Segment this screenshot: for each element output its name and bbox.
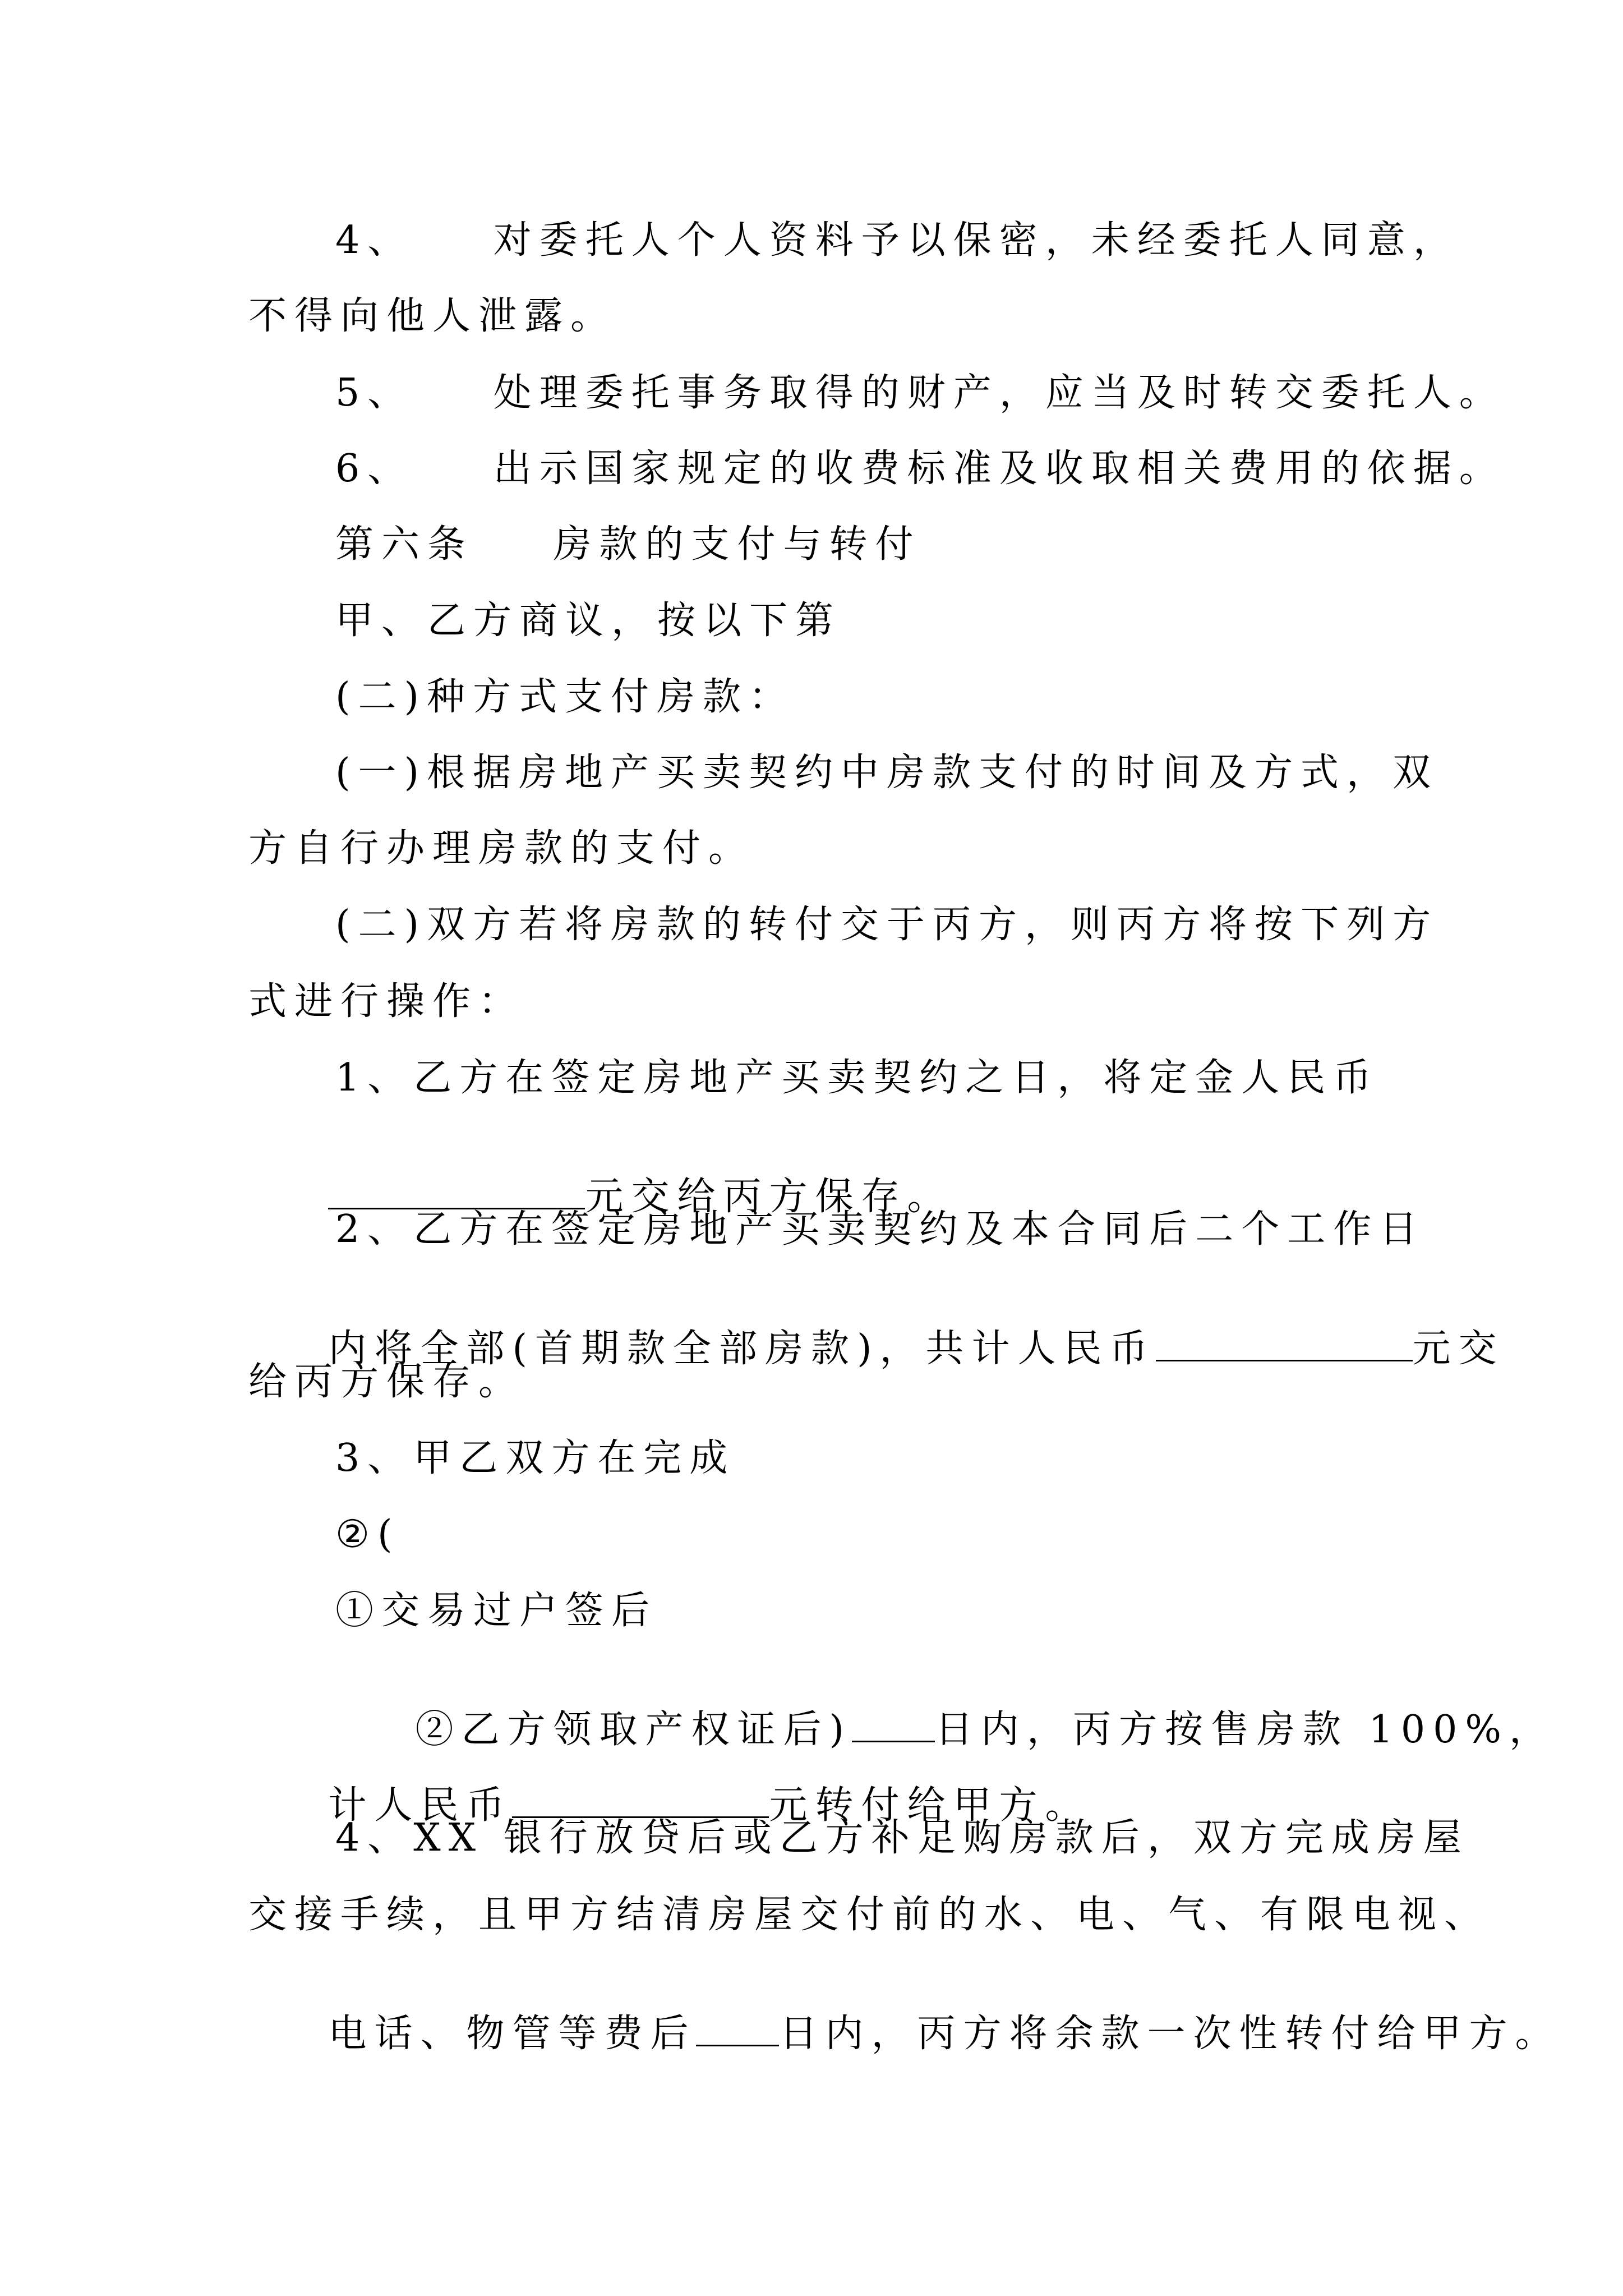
item-1-line-1: 1、乙方在签定房地产买卖契约之日，将定金人民币 [335, 1056, 1380, 1100]
amount-blank[interactable] [328, 1173, 585, 1209]
item-2-line-2-text-b: 元交 [1412, 1327, 1505, 1371]
item-4-line-2: 交接手续，且甲方结清房屋交付前的水、电、气、有限电视、 [248, 1893, 1491, 1937]
clause-5-line: 5、 处理委托事务取得的财产，应当及时转交委托人。 [335, 371, 1505, 415]
amount-blank[interactable] [1156, 1325, 1413, 1361]
clause-4-line-2: 不得向他人泄露。 [248, 294, 617, 338]
item-3-line-5-text-a: 计人民币 [328, 1783, 513, 1828]
option-2-line-2: 式进行操作： [248, 979, 525, 1024]
item-3-line-1: 3、甲乙双方在完成 [335, 1436, 736, 1480]
item-4-line-3-text-a: 电话、物管等费后 [328, 2012, 697, 2056]
item-3-line-4-text-a: ②乙方领取产权证后) [415, 1708, 852, 1752]
paragraph-line: (二)种方式支付房款： [335, 675, 795, 719]
item-3-line-4-text-b: 日内，丙方按售房款 100%， [935, 1708, 1556, 1752]
item-4-line-3-text-b: 日内，丙方将余款一次性转付给甲方。 [779, 2012, 1561, 2056]
days-blank[interactable] [696, 2010, 779, 2046]
amount-blank[interactable] [512, 1782, 769, 1818]
item-2-line-3: 给丙方保存。 [248, 1360, 525, 1404]
paragraph-line: 甲、乙方商议，按以下第 [335, 599, 842, 643]
item-3-line-5-text-b: 元转付给甲方。 [769, 1783, 1091, 1828]
item-2-line-1: 2、乙方在签定房地产买卖契约及本合同后二个工作日 [335, 1207, 1426, 1251]
item-4-line-1: 4、XX 银行放贷后或乙方补足购房款后，双方完成房屋 [335, 1816, 1469, 1860]
article-6-heading: 第六条 房款的支付与转付 [335, 522, 921, 567]
item-1-line-2-text: 元交给丙方保存。 [585, 1175, 953, 1219]
clause-4-line-1: 4、 对委托人个人资料予以保密，未经委托人同意， [335, 218, 1459, 263]
clause-6-line: 6、 出示国家规定的收费标准及收取相关费用的依据。 [335, 447, 1505, 491]
item-2-line-2-text-a: 内将全部(首期款全部房款)，共计人民币 [328, 1327, 1156, 1371]
option-1-line-1: (一)根据房地产买卖契约中房款支付的时间及方式，双 [335, 751, 1439, 795]
days-blank[interactable] [852, 1706, 935, 1742]
item-4-line-3 [248, 1972, 1561, 2091]
option-1-line-2: 方自行办理房款的支付。 [248, 826, 755, 871]
item-3-line-3: ①交易过户签后 [335, 1589, 658, 1633]
item-3-line-2: ②( [335, 1512, 400, 1557]
option-2-line-1: (二)双方若将房款的转付交于丙方，则丙方将按下列方 [335, 903, 1439, 947]
